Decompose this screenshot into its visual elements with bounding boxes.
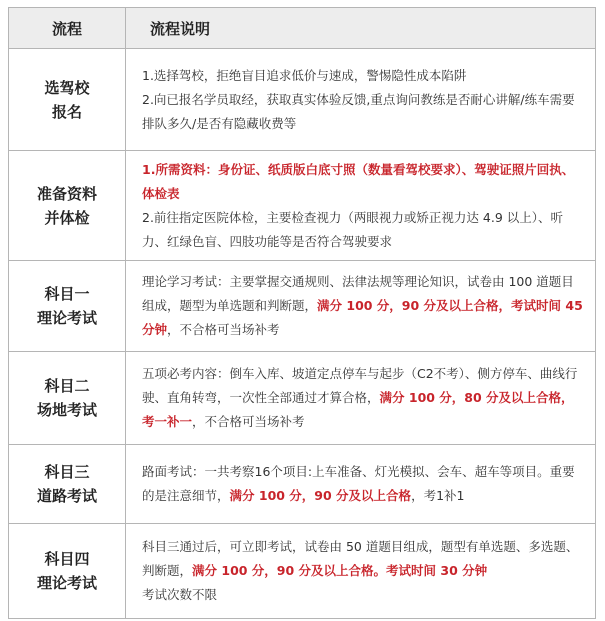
stage-line1: 科目二 [44,377,90,395]
description-paragraph: 1.选择驾校，拒绝盲目追求低价与速成，警惕隐性成本陷阱 [142,67,467,83]
description-text: 考试次数不限 [142,587,218,602]
description-highlight: 满分 100 分，90 分及以上合格，考试时间 45 分钟 [142,298,583,337]
description-text: 路面考试：一共考察16个项目:上车准备、灯光模拟、会车、超车等项目。重要的是注意细节， [142,464,575,503]
stage-cell [9,352,126,445]
stage-line2: 场地考试 [36,401,97,419]
description-paragraph: 2.前往指定医院体检，主要检查视力（两眼视力或矫正视力达 4.9 以上）、听力、红绿色盲、四肢功能等是否符合驾驶要求 [142,209,564,249]
description-highlight: 满分 100 分，90 分及以上合格 [229,488,412,503]
stage-line2: 道路考试 [36,487,97,505]
description-paragraph: 2.向已报名学员取经，获取真实体验反馈,重点询问教练是否耐心讲解/练车需要排队多久/是否有隐藏收费等 [142,91,575,131]
description-highlight: 满分 100 分，90 分及以上合格。考试时间 30 分钟 [192,563,488,578]
stage-line2: 理论考试 [36,309,97,327]
stage-line2: 理论考试 [36,574,97,592]
description-text: ，不合格可当场补考 [167,322,280,337]
table-row [9,151,596,261]
description-text: ，不合格可当场补考 [192,414,305,429]
stage-line1: 科目四 [44,550,90,568]
stage-cell [9,524,126,619]
description-cell [126,445,596,524]
table-row [9,524,596,619]
description-highlight: 满分 100 分，80 分及以上合格，考一补一 [142,390,574,429]
table-row [9,261,596,352]
stage-cell [9,151,126,261]
header-description: 流程说明 [126,8,596,49]
description-text: 理论学习考试：主要掌握交通规则、法律法规等理论知识，试卷由 100 道题目组成，题型为单选题和判断题， [142,274,574,313]
description-text: 科目三通过后，可立即考试，试卷由 50 道题目组成，题型有单选题、多选题、判断题， [142,539,579,578]
stage-line2: 并体检 [44,208,90,227]
stage-line2: 报名 [51,102,82,121]
description-text: ，考1补1 [411,488,465,503]
description-cell [126,151,596,261]
table-row [9,445,596,524]
description-highlight: 1.所需资料：身份证、纸质版白底寸照（数量看驾校要求）、驾驶证照片回执、体检表 [142,161,575,201]
stage-line1: 选驾校 [44,78,90,97]
stage-line1: 科目一 [44,285,90,303]
table-row [9,49,596,151]
stage-line1: 准备资料 [36,184,97,203]
stage-cell [9,445,126,524]
stage-cell [9,49,126,151]
description-cell [126,524,596,619]
description-cell [126,49,596,151]
description-cell [126,261,596,352]
driving-license-process-table [8,7,596,619]
header-stage: 流程 [9,8,126,49]
stage-cell [9,261,126,352]
table-row [9,352,596,445]
stage-line1: 科目三 [44,463,90,481]
description-cell [126,352,596,445]
description-text: 五项必考内容：倒车入库、坡道定点停车与起步（C2不考）、侧方停车、曲线行驶、直角转弯，一次性全部通过才算合格， [142,366,578,405]
table-header-row [9,8,596,49]
